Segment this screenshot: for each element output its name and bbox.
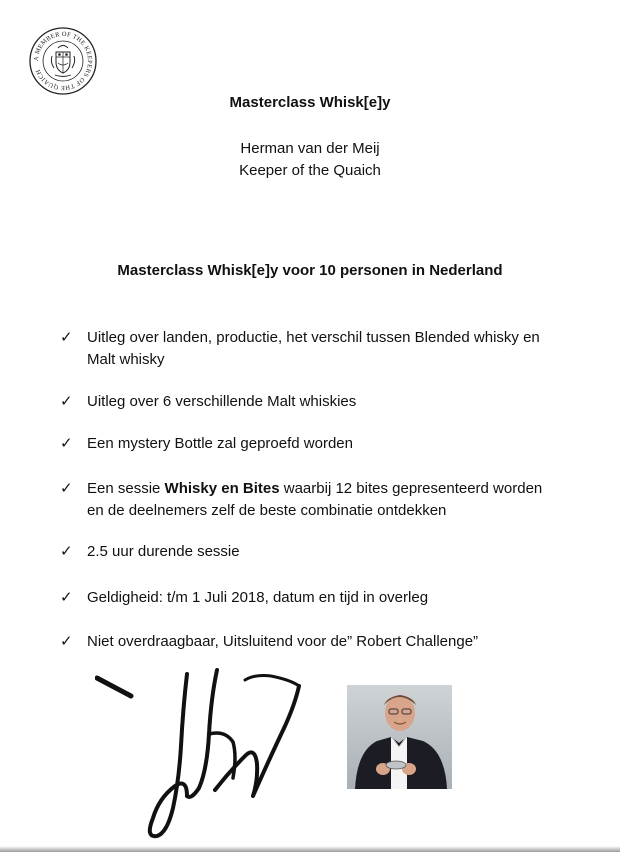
checklist-item-text: Een mystery Bottle zal geproefd worden	[87, 435, 353, 452]
check-mark-icon: ✓	[60, 480, 73, 497]
host-name: Herman van der Meij	[240, 140, 380, 157]
svg-text:A MEMBER OF THE KEEPERS OF THE: A MEMBER OF THE KEEPERS OF THE QUAICH	[32, 30, 94, 92]
checklist-item-bold-text: Whisky en Bites	[164, 480, 280, 497]
checklist-item-text	[87, 478, 557, 522]
handwritten-signature	[95, 668, 315, 840]
checklist-item-text-start: Een sessie	[87, 480, 165, 497]
portrait-photo-icon	[347, 685, 452, 789]
checklist-item-text-end: waarbij 12 bites gepresenteerd worden en de deelnemers zelf de beste combinatie ontdekken	[87, 480, 543, 519]
check-mark-icon: ✓	[60, 543, 73, 560]
check-mark-icon: ✓	[60, 589, 73, 606]
check-mark-icon: ✓	[60, 393, 73, 410]
checklist-item-text: Niet overdraagbaar, Uitsluitend voor de” Robert Challenge”	[87, 633, 479, 650]
checklist-item-text: Geldigheid: t/m 1 Juli 2018, datum en tijd in overleg	[87, 589, 429, 606]
checklist-item-text: Uitleg over 6 verschillende Malt whiskies	[87, 393, 357, 410]
checklist-item-text: 2.5 uur durende sessie	[87, 543, 240, 560]
host-portrait-photo	[347, 685, 452, 789]
check-mark-icon: ✓	[60, 435, 73, 452]
handwritten-signature-icon	[95, 668, 315, 840]
quaich-seal-logo	[28, 26, 98, 96]
host-role: Keeper of the Quaich	[239, 162, 381, 179]
page-title: Masterclass Whisk[e]y	[229, 94, 391, 111]
page-bottom-shadow	[0, 846, 620, 852]
offer-subtitle: Masterclass Whisk[e]y voor 10 personen in Nederland	[117, 262, 503, 279]
keepers-of-the-quaich-crest-icon	[28, 26, 98, 96]
check-mark-icon: ✓	[60, 329, 73, 346]
checklist-item-text: Uitleg over landen, productie, het verschil tussen Blended whisky en Malt whisky	[87, 329, 540, 368]
check-mark-icon: ✓	[60, 633, 73, 650]
